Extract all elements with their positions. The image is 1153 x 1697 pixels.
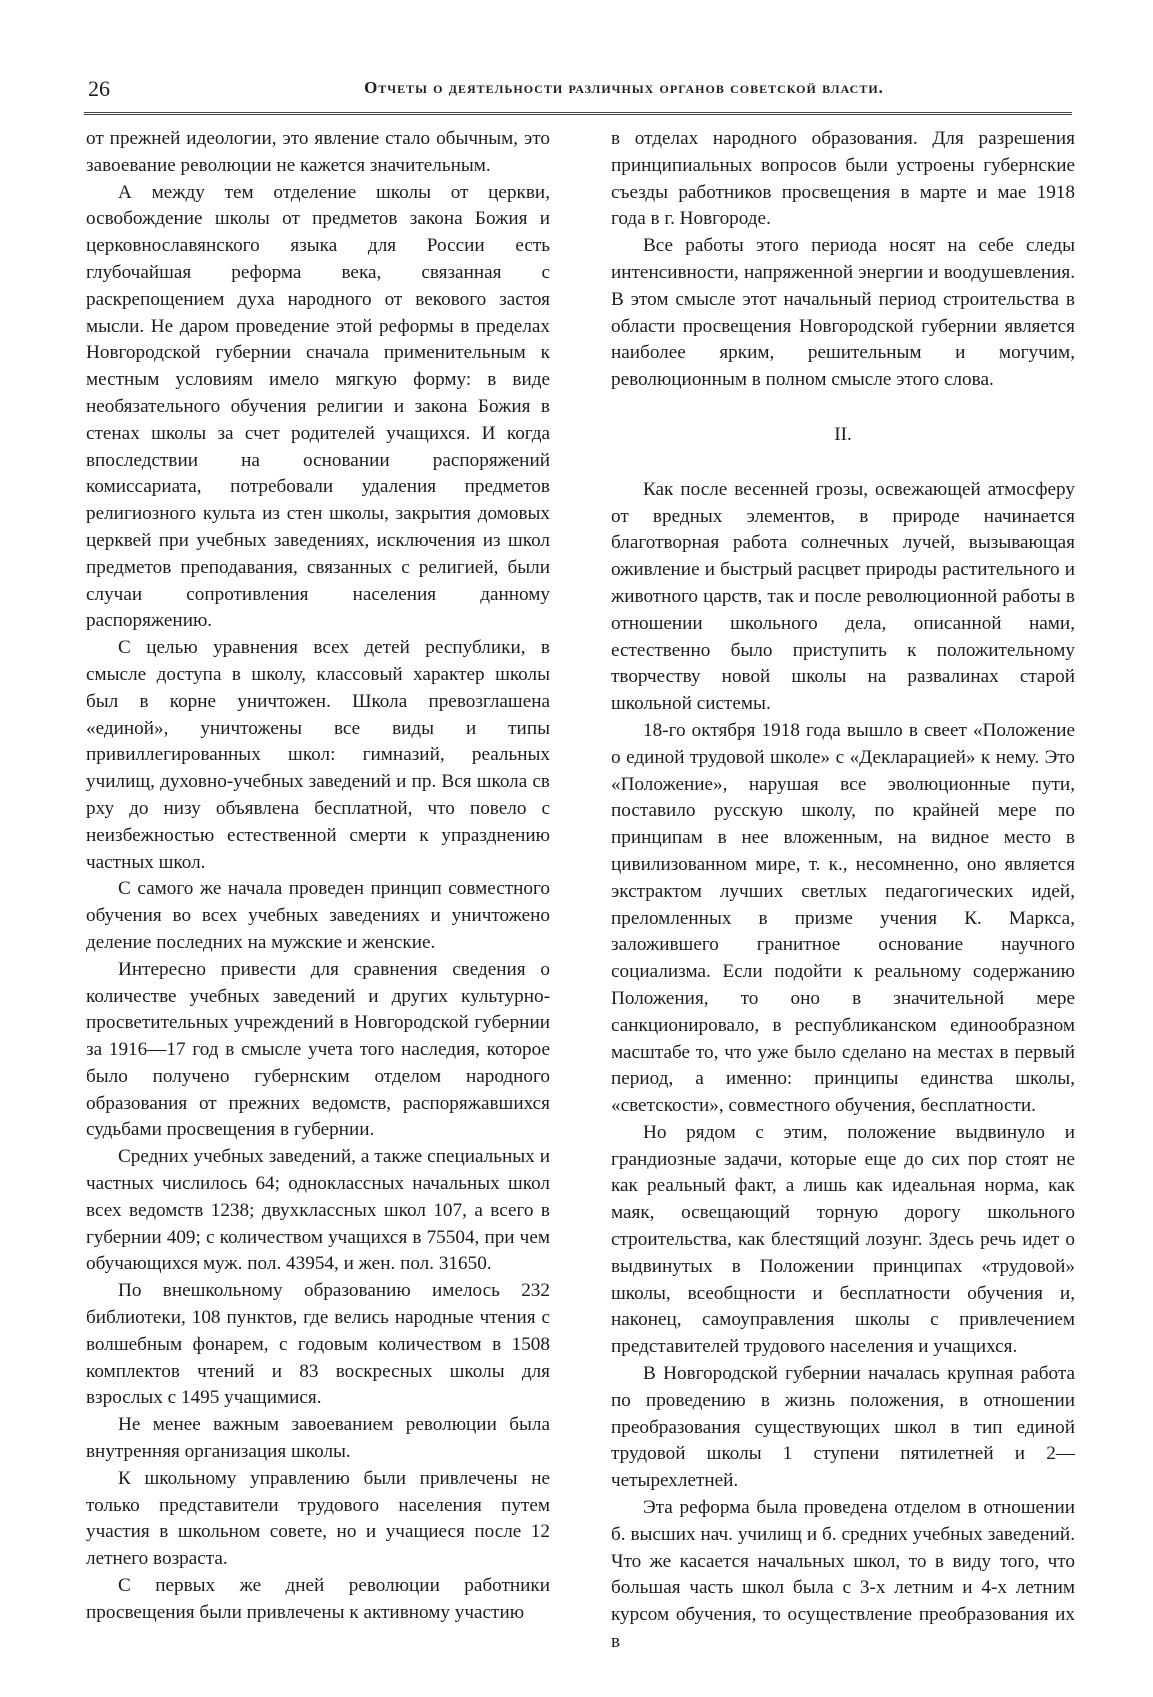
paragraph: Все работы этого периода носят на себе следы интенсивности, напряженной энергии и воодушевления. В этом смысле этот начальный период строительства в области просвещения Новгородской губернии является наиболее ярким, решительным и могучим, революционным в полном смысле этого слова. bbox=[611, 235, 1075, 391]
paragraph: С первых же дней революции работники просвещения были привлечены к активному участию bbox=[86, 1575, 550, 1623]
left-column bbox=[86, 126, 550, 1627]
paragraph: Эта реформа была проведена отделом в отношении б. высших нач. училищ и б. средних учебных заведений. Что же касается начальных школ, то в виду того, что большая часть школ была с 3-х летним и 4-х летним курсом обучения, то осуществление преобразования их в bbox=[611, 1497, 1075, 1653]
paragraph: в отделах народного образования. Для разрешения принципиальных вопросов были устроены губернские съезды работников просвещения в марте и мае 1918 года в г. Новгороде. bbox=[611, 128, 1075, 230]
running-title: Отчеты о деятельности различных органов советской власти. bbox=[364, 78, 884, 97]
paragraph: С самого же начала проведен принцип совместного обучения во всех учебных заведениях и уничтожено деление последних на мужские и женские. bbox=[86, 878, 550, 953]
paragraph: Не менее важным завоеванием революции была внутренняя организация школы. bbox=[86, 1414, 550, 1463]
paragraph: Но рядом с этим, положение выдвинуло и грандиозные задачи, которые еще до сих пор стоят не как реальный факт, а лишь как идеальная норма, как маяк, освещающий торную дорогу школьного строительства, как блестящий лозунг. Здесь речь идет о выдвинутых в Положении принципах «трудовой» школы, всеобщности и бесплатности обучения и, наконец, самоуправления школы с привлечением представителей трудового населения и учащихся. bbox=[611, 1121, 1075, 1358]
paragraph: Интересно привести для сравнения сведения о количестве учебных заведений и других культурно-просветительных учреждений в Новгородской губернии за 1916—17 год в смысле учета того наследия, которое было получено губернским отделом народного образования от прежних ведомств, распоряжавшихся судьбами просвещения в губернии. bbox=[86, 958, 550, 1141]
paragraph: 18-го октября 1918 года вышло в свеет «Положение о единой трудовой школе» с «Декларацией» к нему. Это «Положение», нарушая все эволюционные пути, поставило русскую школу, по крайней мере по принципам в нее вложенным, на видное место в цивилизованном мире, т. к., несомненно, оно является экстрактом лучших светлых педагогических идей, преломленных в призме учения К. Маркса, заложившего гранитное основание научного социализма. Если подойти к реальному содержанию Положения, то оно в значительной мере санкционировало, в республиканском единообразном масштабе то, что уже было сделано на местах в первый период, а именно: принципы единства школы, «светскости», совместного обучения, бесплатности. bbox=[611, 719, 1075, 1117]
paragraph: Как после весенней грозы, освежающей атмосферу от вредных элементов, в природе начинается благотворная работа солнечных лучей, вызывающая оживление и быстрый расцвет природы растительного и животного царств, так и после революционной работы в отношении школьного дела, описанной нами, естественно было приступить к положительному творчеству новой школы на развалинах старой школьной системы. bbox=[611, 478, 1075, 715]
paragraph: А между тем отделение школы от церкви, освобождение школы от предметов закона Божия и церковнославянского языка для России есть глубочайшая реформа века, связанная с раскрепощением духа народного от векового застоя мысли. Не даром проведение этой реформы в пределах Новгородской губернии сначала применительным к местным условиям имело мягкую форму: в виде необязательного обучения религии и закона Божия в стенах школы за счет родителей учащихся. И когда впоследствии на основании распоряжений комиссариата, потребовали удаления предметов религиозного культа из стен школы, закрытия домовых церквей при учебных заведениях, исключения из школ предметов преподавания, связанных с религией, были случаи сопротивления населения данному распоряжению. bbox=[86, 181, 550, 632]
paragraph: С целью уравнения всех детей республики, в смысле доступа в школу, классовый характер школы был в корне уничтожен. Школа превозглашена «единой», уничтожены все виды и типы привиллегированных школ: гимназий, реальных училищ, духовно-учебных заведений и пр. Вся школа св рху до низу объявлена бесплатной, что повело с неизбежностью естественной смерти к упразднению частных школ. bbox=[86, 637, 550, 873]
right-column bbox=[611, 126, 1075, 1656]
paragraph: К школьному управлению были привлечены не только представители трудового населения путем участия в школьном совете, но и учащиеся после 12 летнего возраста. bbox=[86, 1467, 550, 1570]
paragraph: Средних учебных заведений, а также специальных и частных числилось 64; одноклассных начальных школ всех ведомств 1238; двухклассных школ 107, а всего в губернии 409; с количеством учащихся в 75504, при чем обучающихся муж. пол. 43954, и жен. пол. 31650. bbox=[86, 1146, 550, 1275]
paragraph: В Новгородской губернии началась крупная работа по проведению в жизнь положения, в отношении преобразования существующих школ в тип единой трудовой школы 1 ступени пятилетней и 2—четырехлетней. bbox=[611, 1363, 1075, 1492]
paragraph: от прежней идеологии, это явление стало обычным, это завоевание революции не кажется значительным. bbox=[86, 128, 550, 176]
paragraph: По внешкольному образованию имелось 232 библиотеки, 108 пунктов, где велись народные чтения с волшебным фонарем, с годовым количеством в 1508 комплектов чтений и 83 воскресных школы для взрослых с 1495 учащимися. bbox=[86, 1280, 550, 1409]
section-heading: II. bbox=[834, 423, 852, 445]
page-number: 26 bbox=[88, 76, 110, 101]
page-header bbox=[84, 76, 1072, 115]
